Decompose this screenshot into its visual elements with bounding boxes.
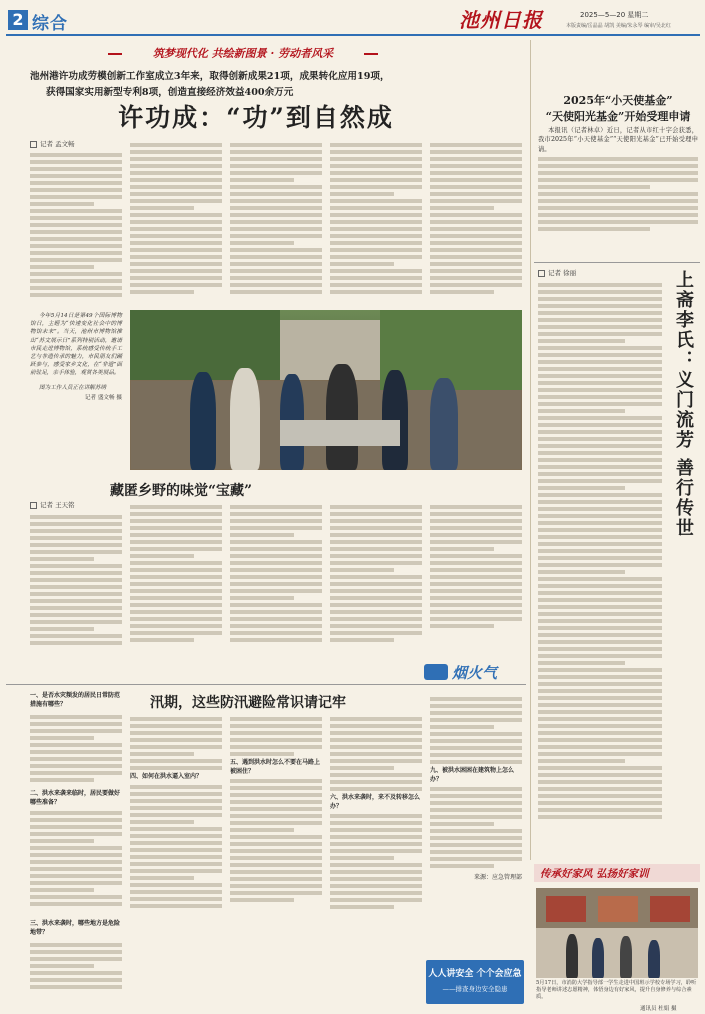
fund-headline-2: “天使阳光基金”开始受理申请 — [545, 110, 691, 123]
safety-source: 来源：应急管理部 — [473, 874, 522, 881]
banner-ornament-right — [364, 53, 378, 55]
feature-col-3 — [230, 502, 322, 662]
feature-column-logo — [424, 662, 520, 682]
family-photo — [536, 888, 698, 978]
safety-col-1c — [30, 940, 122, 1000]
feature-headline: 藏匿乡野的味觉“宝藏” — [110, 483, 253, 499]
editor-credits: 本版责编/岳晶晶 胡凯 美编/朱永琴 编审/吴北红 — [566, 23, 671, 29]
lead-col-2 — [130, 140, 222, 306]
fund-lead-in: 本报讯（记者林卓）近日，记者从市红十字会获悉，我市2025年“小天使基金”“天使阳光基金”已开始受理申请。 — [538, 127, 698, 153]
lishi-body — [538, 280, 662, 860]
newspaper-logo: 池州日报 — [459, 8, 543, 32]
lead-caption-author: 记者 盛文畅 摄 — [84, 394, 122, 401]
vertical-rule-right — [530, 40, 531, 860]
byline-box — [538, 270, 545, 277]
feature-col-2 — [130, 502, 222, 662]
lead-caption-credit: 图为工作人员正在讲解苏绣 — [38, 384, 107, 391]
safety-col-1b — [30, 808, 122, 916]
byline-box — [30, 502, 37, 509]
masthead — [0, 0, 705, 40]
section-rule-safety — [6, 684, 526, 685]
feature-logo-mark — [424, 664, 448, 680]
safety-r1: 九、被洪水困困在建筑物上怎么办？ — [430, 767, 515, 783]
safety-col-4 — [330, 714, 422, 1004]
section-number: 2 — [8, 10, 28, 30]
right-section-rule — [534, 262, 700, 263]
family-banner — [534, 862, 700, 884]
safety-m3: 六、洪水来袭时，来不及转移怎么办？ — [330, 794, 421, 810]
section-name: 综合 — [32, 14, 68, 34]
lead-banner-text: 筑梦现代化 共绘新图景 · 劳动者风采 — [152, 47, 334, 60]
lead-col-1 — [30, 150, 122, 306]
lead-headline: 许功成：“功”到自然成 — [118, 103, 394, 132]
lead-caption-text: 今年5月14日是第49个国际博物馆日，主题为“快速变化社会中的博物馆未来”。当天，池州市博物馆推出“苏文展示日”系列特别活动，邀请市民走进博物馆，系统感受传统手工艺与非遗传承的魅力，市民朋友们踊跃参与，感受家乡文化，在“非遗”面前驻足，亲手体验，观赏各类展品。 — [30, 313, 122, 377]
safety-q3: 三、洪水来袭时，哪些地方是危险地带？ — [30, 920, 121, 936]
safety-col-2 — [130, 714, 222, 1004]
feature-col-4 — [330, 502, 422, 662]
fund-body — [538, 126, 698, 246]
family-banner-text: 传承好家风 弘扬好家训 — [540, 868, 649, 880]
safety-m1: 四、如何在洪水逼入室内？ — [130, 773, 203, 780]
family-caption: 5月17日，市消防大学指导部一学生走进中国班示学校专场学习，聆听指导老师讲述志愿精神，体悟身边有好家风，提升自身修养与综合素质。 — [536, 980, 697, 1000]
feature-logo-text: 烟火气 — [452, 664, 498, 682]
safety-q2: 二、洪水来袭来临时，居民要做好哪些准备？ — [30, 790, 121, 806]
safety-headline: 汛期，这些防汛避险常识请记牢 — [150, 695, 346, 711]
lead-photo — [130, 310, 522, 470]
feature-col-1 — [30, 512, 122, 662]
lishi-byline-text: 记者 徐丽 — [548, 269, 577, 277]
masthead-rule — [6, 34, 700, 36]
lead-banner — [108, 44, 378, 64]
safety-slogan-box — [426, 960, 524, 1004]
safety-m2: 五、遇到洪水时怎么不要在马路上被困住？ — [230, 759, 321, 775]
slogan-line-2: ——排查身边安全隐患 — [442, 985, 508, 993]
lead-subhead-1: 池州港许功成劳模创新工作室成立3年来，取得创新成果21项，成果转化应用19项， — [30, 71, 390, 82]
safety-col-3 — [230, 714, 322, 1004]
lead-byline-text: 记者 孟文畅 — [40, 140, 75, 148]
safety-col-5 — [430, 694, 522, 954]
byline-box — [30, 141, 37, 148]
feature-byline-text: 记者 王天铭 — [40, 501, 75, 509]
safety-col-1a — [30, 712, 122, 790]
lead-byline — [30, 139, 75, 148]
lead-caption — [30, 312, 122, 464]
lead-subhead-2: 获得国家实用新型专利8项，创造直接经济效益400余万元 — [46, 87, 294, 98]
issue-date: 2025—5—20 星期二 — [580, 11, 649, 19]
lishi-vertical-title: 上斋李氏：义门流芳 善行传世 — [673, 270, 694, 539]
slogan-line-1: 人人讲安全 个个会应急 — [428, 969, 522, 979]
banner-ornament-left — [108, 53, 122, 55]
family-credit: 通讯员 杜娟 摄 — [640, 1006, 677, 1012]
lead-col-3 — [230, 140, 322, 306]
feature-byline — [30, 500, 75, 509]
safety-q1: 一、是否水灾频发的居民日常防范措施有哪些？ — [30, 692, 121, 708]
fund-headline-1: 2025年“小天使基金” — [563, 94, 673, 107]
lead-col-4 — [330, 140, 422, 306]
lead-col-5 — [430, 140, 522, 306]
lishi-byline — [538, 268, 576, 277]
feature-col-5 — [430, 502, 522, 652]
